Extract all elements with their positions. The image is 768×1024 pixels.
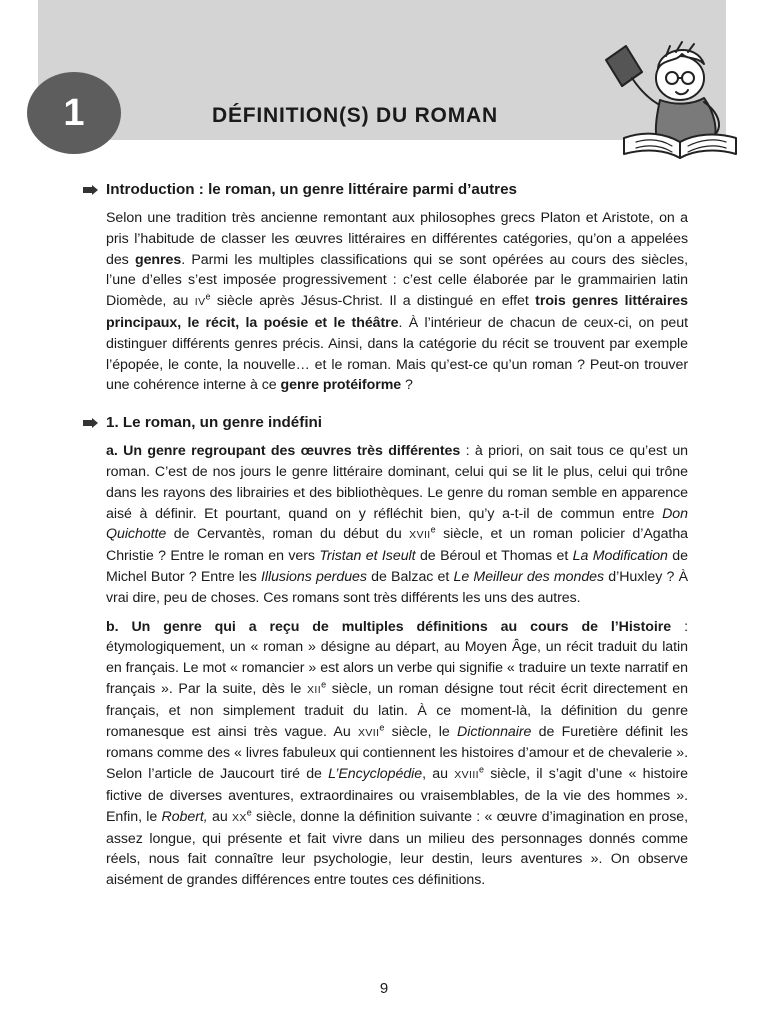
page-number: 9 (379, 980, 389, 997)
bold-text: b. Un genre qui a reçu de multiples définitions au cours de l’Histoire (106, 618, 672, 635)
superscript: e (205, 291, 211, 302)
century-numeral: XII (307, 683, 322, 696)
chapter-number-badge: 1 (27, 72, 121, 154)
century-numeral: XVIII (454, 769, 479, 782)
bold-text: a. Un genre regroupant des œuvres très différentes (106, 443, 461, 460)
superscript: e (478, 764, 484, 775)
text-run: au (207, 808, 232, 825)
text-run: de Michel Butor ? Entre les (106, 548, 688, 585)
italic-title: Dictionnaire (457, 723, 532, 740)
text-run: de Furetière définit les romans comme des « livres fabuleux qui contiennent les histoires d’amour et de chevalerie ». Selon l’article de Jaucourt tiré de (106, 723, 688, 783)
section-heading (83, 413, 688, 433)
century-numeral: XVII (357, 726, 380, 739)
arrow-bullet-icon (83, 418, 98, 428)
section-heading-text: Introduction : le roman, un genre littéraire parmi d’autres (106, 181, 517, 198)
section-heading-text: 1. Le roman, un genre indéfini (106, 414, 323, 432)
text-run: d’Huxley ? À vrai dire, peu de choses. Ces romans sont très différents les uns des autres. (106, 568, 688, 606)
text-run: siècle, et un roman policier d’Agatha Christie ? Entre le roman en vers (106, 526, 689, 565)
superscript: e (321, 679, 327, 690)
italic-title: La Modification (572, 548, 668, 565)
bold-text: genres (134, 251, 182, 268)
italic-title: L’Encyclopédie (328, 766, 423, 783)
century-numeral: XX (231, 811, 247, 824)
bold-text: genre protéiforme (280, 377, 402, 394)
paragraph-b (106, 617, 688, 891)
paragraph-a (106, 441, 688, 608)
text-run: de Balzac et (366, 568, 454, 585)
text-run: . À l’intérieur de chacun de ceux-ci, on peut distinguer différents genres précis. Ainsi, dans la catégorie du récit se trouvent par exemple l’épopée, le conte, la nouvelle… et le roman. Mais qu’est-ce qu’un roman ? Peut-on trouver une cohérence interne à ce (106, 314, 688, 394)
text-run: siècle, le (384, 723, 458, 740)
italic-title: Le Meilleur des mondes (453, 568, 605, 585)
superscript: e (430, 524, 436, 535)
section-heading (83, 180, 688, 200)
italic-title: Tristan et Iseult (319, 548, 416, 565)
text-run: ? (401, 377, 413, 394)
text-run: , au (422, 766, 455, 783)
century-numeral: IV (194, 296, 206, 309)
text-run: siècle, donne la définition suivante : « œuvre d’imagination en prose, assez longue, qui présente et fait vivre dans un milieu des personnages donnés comme réels, nous fait connaître leur psychologie, leur destin, leurs aventures ». On observe aisément de grandes différences entre toutes ces définitions. (106, 808, 688, 889)
italic-title: Robert, (161, 808, 208, 825)
text-run: Selon une tradition très ancienne remontant aux philosophes grecs Platon et Aristote, on a pris l’habitude de classer les œuvres littéraires en différentes catégories, qu’on a appelées des (106, 210, 688, 268)
superscript: e (246, 806, 252, 817)
bold-text: trois genres littéraires principaux, le récit, la poésie et le théâtre (106, 293, 688, 331)
text-run: . Parmi les multiples classifications qui se sont opérées au cours des siècles, l’une d’elles s’est imposée progressivement : c’est celle élaborée par le grammairien latin Diomède, au (106, 251, 688, 310)
text-run: siècle, un roman désigne tout récit écrit directement en français, et non simplement traduit du latin. À ce moment-là, la définition du genre romanesque est ainsi très vague. Au (106, 680, 688, 740)
century-numeral: XVII (409, 529, 431, 542)
paragraph (106, 208, 688, 396)
italic-title: Don Quichotte (106, 505, 688, 543)
arrow-bullet-icon (83, 185, 98, 195)
superscript: e (379, 721, 385, 732)
text-run: de Béroul et Thomas et (415, 548, 573, 565)
text-run: : étymologiquement, un « roman » désigne au départ, au Moyen Âge, un récit traduit du latin en français. Le mot « romancier » est alors un verbe qui signifie « traduire un texte narratif en français ». Par la suite, dès le (106, 618, 688, 697)
main-content (83, 180, 688, 908)
section-roman-indefini (83, 413, 688, 891)
section-introduction (83, 180, 688, 396)
text-run: : à priori, on sait tous ce qu’est un roman. C’est de nos jours le genre littéraire dominant, celui qui se lit le plus, celui qui trône dans les rayons des librairies et des bibliothèques. Le genre du roman semble en apparence aisé à définir. Et pourtant, quand on y réfléchit bien, qu’y a-t-il de commun entre (106, 443, 689, 522)
reading-person-icon (596, 38, 746, 162)
page-title: DÉFINITION(S) DU ROMAN (212, 104, 498, 127)
text-run: siècle, il s’agit d’une « histoire fictive de diverses aventures, extraordinaires ou vraisemblables, de la vie des hommes ». Enfin, le (106, 766, 688, 825)
text-run: siècle après Jésus-Christ. Il a distingué en effet (210, 293, 536, 310)
text-run: de Cervantès, roman du début du (166, 526, 410, 543)
italic-title: Illusions perdues (260, 568, 367, 585)
